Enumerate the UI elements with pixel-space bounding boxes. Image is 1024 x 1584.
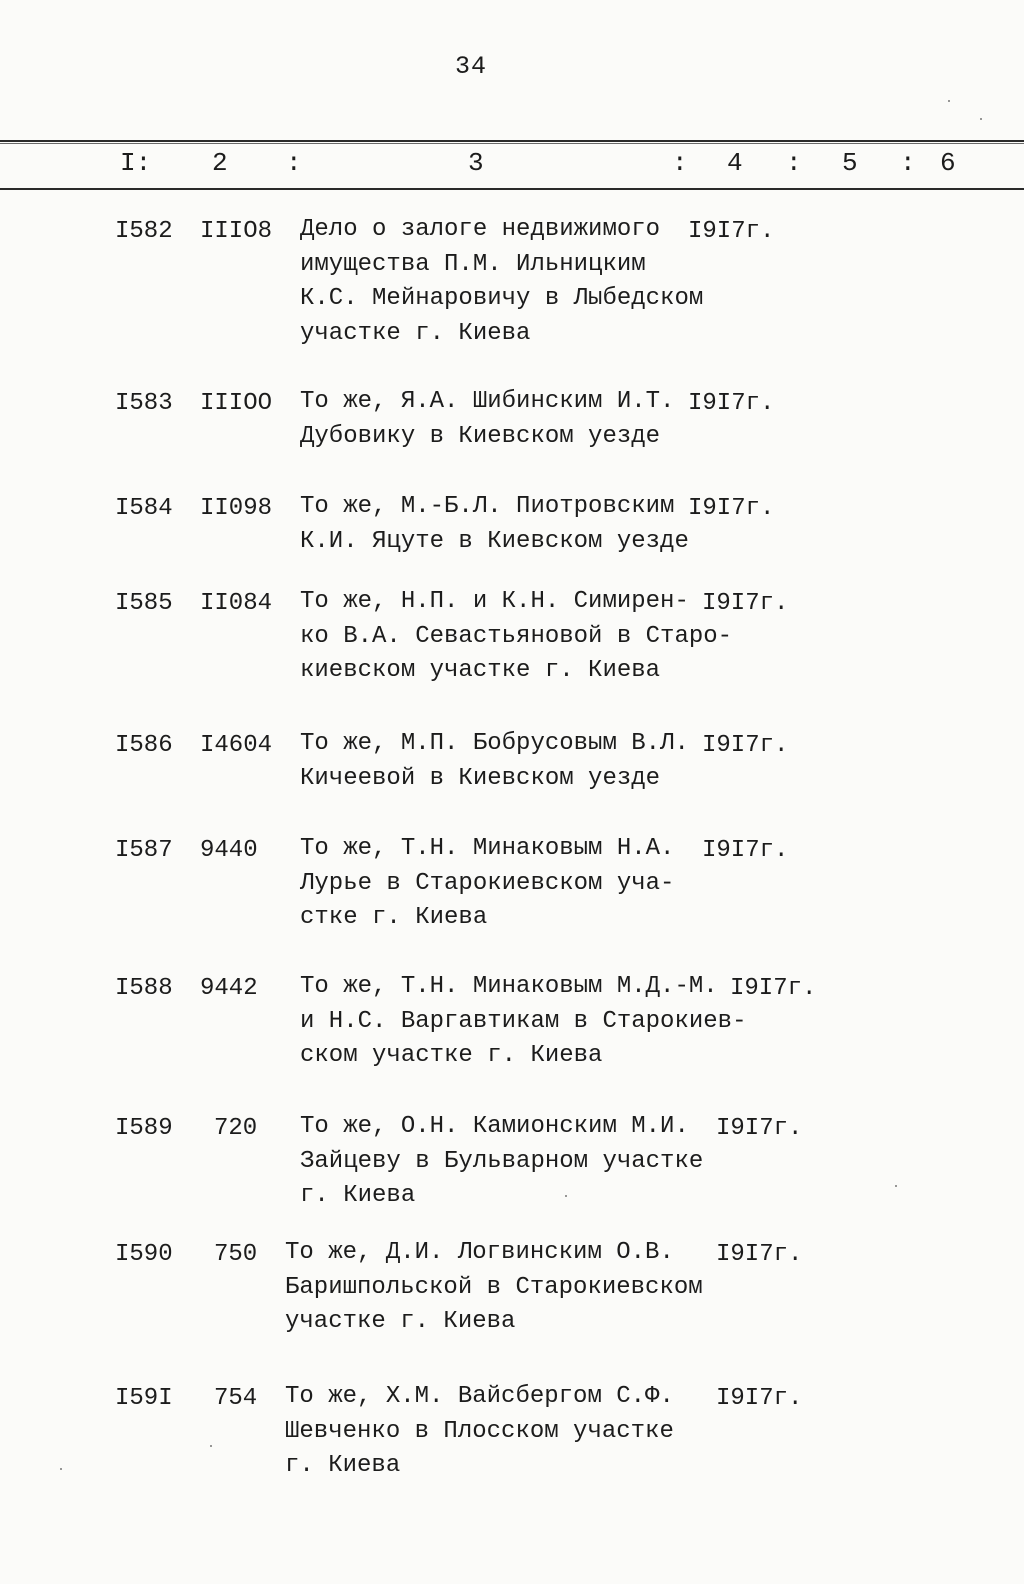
description-line: г. Киева bbox=[285, 1452, 401, 1479]
column-header-6: 6 bbox=[940, 148, 956, 178]
entry-code: II098 bbox=[200, 495, 273, 522]
description-line: То же, М.-Б.Л. Пиотровским bbox=[300, 493, 675, 520]
description-line: Зайцеву в Бульварном участке bbox=[300, 1147, 704, 1175]
description-line: участке г. Киева bbox=[285, 1308, 516, 1335]
entry-number: I582 bbox=[115, 218, 173, 245]
entry-year: I9I7г. bbox=[716, 1241, 803, 1268]
entry-description bbox=[300, 213, 703, 351]
entry-code: IIIO8 bbox=[200, 218, 273, 245]
description-line: К.И. Яцуте в Киевском уезде bbox=[300, 527, 689, 555]
description-line: киевском участке г. Киева bbox=[300, 657, 661, 684]
entry-code: IIIOO bbox=[200, 390, 273, 417]
header-top-rule-thin bbox=[0, 143, 1024, 144]
description-line: г. Киева bbox=[300, 1182, 416, 1209]
description-line: участке г. Киева bbox=[300, 319, 531, 347]
entry-year: I9I7г. bbox=[702, 732, 789, 759]
description-line: То же, О.Н. Камионским М.И. bbox=[300, 1113, 689, 1140]
entry-description bbox=[300, 727, 689, 796]
entry-code: 754 bbox=[214, 1385, 258, 1412]
entry-year: I9I7г. bbox=[688, 390, 775, 417]
description-line: Дело о залоге недвижимого bbox=[300, 216, 661, 243]
header-top-rule bbox=[0, 140, 1024, 142]
description-line: стке г. Киева bbox=[300, 904, 488, 931]
entry-year: I9I7г. bbox=[702, 837, 789, 864]
entry-code: I4604 bbox=[200, 732, 273, 759]
scan-speck bbox=[60, 1468, 62, 1470]
column-header-5: 5 bbox=[842, 148, 858, 178]
column-header-1: I: bbox=[120, 148, 152, 178]
column-header-2: 2 bbox=[212, 148, 228, 178]
column-separator: : bbox=[786, 148, 802, 178]
entry-number: I584 bbox=[115, 495, 173, 522]
column-header-3: 3 bbox=[468, 148, 484, 178]
description-line: ко В.А. Севастьяновой в Старо- bbox=[300, 622, 733, 650]
entry-number: I59I bbox=[115, 1385, 173, 1412]
entry-description bbox=[285, 1380, 674, 1484]
description-line: Дубовику в Киевском уезде bbox=[300, 422, 661, 450]
scan-speck bbox=[565, 1195, 567, 1197]
description-line: Лурье в Старокиевском уча- bbox=[300, 869, 675, 897]
description-line: То же, М.П. Бобрусовым В.Л. bbox=[300, 730, 689, 757]
description-line: То же, Я.А. Шибинским И.Т. bbox=[300, 388, 675, 415]
description-line: То же, Т.Н. Минаковым Н.А. bbox=[300, 835, 675, 862]
header-bottom-rule bbox=[0, 188, 1024, 190]
description-line: имущества П.М. Ильницким bbox=[300, 250, 646, 278]
entry-number: I587 bbox=[115, 837, 173, 864]
entry-year: I9I7г. bbox=[688, 218, 775, 245]
entry-year: I9I7г. bbox=[702, 590, 789, 617]
entry-year: I9I7г. bbox=[730, 975, 817, 1002]
scan-speck bbox=[895, 1185, 897, 1187]
description-line: То же, Д.И. Логвинским О.В. bbox=[285, 1239, 674, 1266]
scan-speck bbox=[948, 100, 950, 102]
entry-description bbox=[300, 970, 746, 1074]
column-header-4: 4 bbox=[727, 148, 743, 178]
column-separator: : bbox=[900, 148, 916, 178]
description-line: То же, Н.П. и К.Н. Симирен- bbox=[300, 588, 689, 615]
entry-code: 9440 bbox=[200, 837, 258, 864]
description-line: Баришпольской в Старокиевском bbox=[285, 1273, 703, 1301]
entry-description bbox=[300, 1110, 703, 1214]
entry-description bbox=[300, 832, 674, 936]
description-line: То же, Т.Н. Минаковым М.Д.-М. bbox=[300, 973, 718, 1000]
scan-speck bbox=[980, 118, 982, 120]
description-line: ском участке г. Киева bbox=[300, 1042, 603, 1069]
entry-description bbox=[300, 490, 689, 559]
entry-year: I9I7г. bbox=[716, 1385, 803, 1412]
entry-number: I589 bbox=[115, 1115, 173, 1142]
description-line: К.С. Мейнаровичу в Лыбедском bbox=[300, 285, 704, 312]
entry-code: 9442 bbox=[200, 975, 258, 1002]
entry-number: I585 bbox=[115, 590, 173, 617]
entry-code: 720 bbox=[214, 1115, 258, 1142]
entry-number: I583 bbox=[115, 390, 173, 417]
entry-number: I586 bbox=[115, 732, 173, 759]
entry-number: I588 bbox=[115, 975, 173, 1002]
description-line: То же, Х.М. Вайсбергом С.Ф. bbox=[285, 1383, 674, 1410]
column-separator: : bbox=[672, 148, 688, 178]
column-separator: : bbox=[286, 148, 302, 178]
description-line: Шевченко в Плосском участке bbox=[285, 1417, 674, 1445]
entry-code: 750 bbox=[214, 1241, 258, 1268]
description-line: и Н.С. Варгавтикам в Старокиев- bbox=[300, 1007, 747, 1035]
entry-description bbox=[300, 385, 674, 454]
scan-speck bbox=[210, 1445, 212, 1447]
entry-description bbox=[300, 585, 732, 689]
entry-year: I9I7г. bbox=[688, 495, 775, 522]
entry-year: I9I7г. bbox=[716, 1115, 803, 1142]
page-number: 34 bbox=[455, 52, 488, 81]
column-header-row bbox=[0, 146, 1024, 186]
entry-code: II084 bbox=[200, 590, 273, 617]
entry-description bbox=[285, 1236, 703, 1340]
description-line: Кичеевой в Киевском уезде bbox=[300, 764, 661, 792]
entry-number: I590 bbox=[115, 1241, 173, 1268]
